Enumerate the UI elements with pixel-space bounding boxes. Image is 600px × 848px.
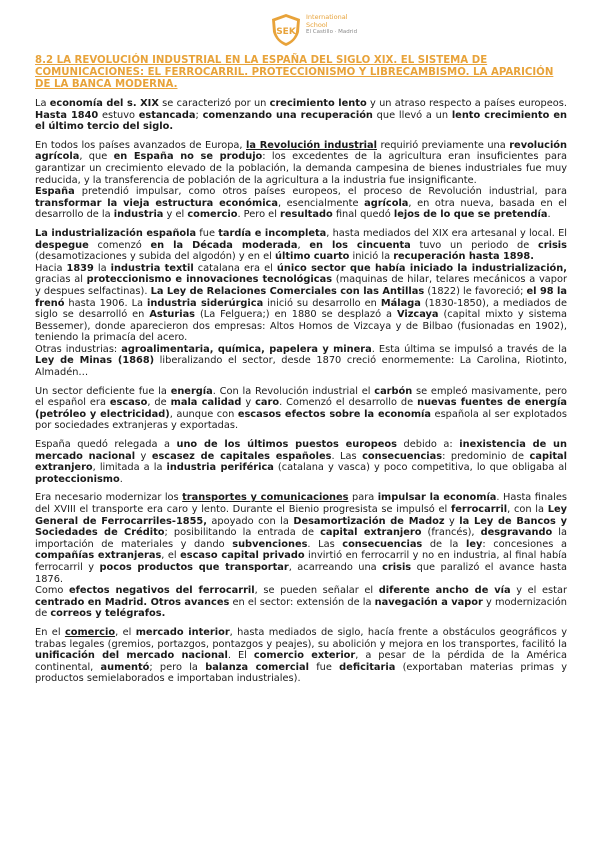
text-run: requirió previamente una [377, 139, 510, 151]
bold-term: caro [255, 397, 280, 409]
bold-term: centrado en Madrid. Otros avances [35, 596, 230, 608]
text-run: . [119, 473, 123, 485]
text-run: , el [161, 550, 181, 562]
text-run: tuvo un periodo de [410, 239, 538, 251]
bold-term: estancada [138, 109, 196, 121]
bold-term: el 98 la frenó [35, 285, 567, 309]
bold-term: carbón [374, 385, 413, 397]
bold-term: 1839 [66, 262, 94, 274]
text-run: La [35, 98, 50, 109]
text-run: , de [147, 397, 171, 409]
text-run: inició la [349, 251, 394, 263]
text-run: y el estar [510, 585, 567, 597]
logo-name-line1: International [306, 13, 348, 21]
bold-term: transformar la vieja estructura económica [35, 197, 278, 209]
bold-term: crisis [382, 561, 412, 573]
page-title: 8.2 LA REVOLUCIÓN INDUSTRIAL EN LA ESPAÑA DEL SIGLO XIX. EL SISTEMA DE COMUNICACIONES: EL FERROCARRIL. PROTECCIONISMO Y LIBRECAMBISMO. LA APARICIÓN DE LA BANCA MODERNA. [35, 55, 554, 90]
text-run: ; posibilitando la entrada de [164, 527, 321, 539]
text-run: (desamotizaciones y subida del algodón) y en el [35, 251, 275, 263]
bold-term: impulsar la economía [377, 492, 497, 504]
text-run: catalana era el [193, 262, 277, 274]
bold-term: consecuencias [342, 538, 423, 550]
text-run: , hasta mediados de siglo, hacía frente a obstáculos geográficos y trabas legales (gremios, portazgos, pontazgos y peajes), su abolición y mejora en los transportes, facilitó la [35, 626, 568, 650]
bold-term: proteccionismo [35, 473, 120, 485]
bold-term: Málaga [380, 297, 421, 309]
bold-term: la Ley de Bancos y Sociedades de Crédito [35, 515, 567, 539]
text-run: gracias al [35, 274, 87, 286]
text-run: . Con la Revolución industrial el [212, 385, 375, 397]
text-run: y [135, 450, 152, 462]
bold-term: crecimiento lento [269, 98, 367, 109]
bold-term: recuperación hasta 1898. [393, 251, 534, 263]
text-run: (1830-1850), a mediados de siglo se desarrolló en [35, 297, 567, 321]
bold-term: correos y telégrafos. [50, 608, 166, 620]
bold-term: agroalimentaria, química, papelera y minera [121, 343, 372, 355]
school-logo [268, 12, 358, 52]
shield-icon [268, 12, 304, 48]
text-run: hasta 1906. La [64, 297, 148, 309]
bold-term: en la Década moderada [150, 239, 298, 251]
bold-term: Hasta 1840 [35, 109, 99, 121]
paragraph [35, 585, 567, 620]
text-run: que paralizó el avance hasta 1876. [35, 561, 567, 585]
paragraph [35, 439, 567, 485]
bold-term: crisis [537, 239, 567, 251]
text-run: final quedó [332, 209, 394, 221]
text-run: de la [422, 538, 466, 550]
text-run: estuvo [98, 109, 139, 121]
text-run: . Pero el [237, 209, 281, 221]
bold-term: en los cincuenta [309, 239, 411, 251]
text-run: invirtió en ferrocarril y no en industria, al final había ferrocarril y [35, 550, 567, 573]
text-run: , aunque con [169, 408, 238, 420]
text-run: , a pesar de la pérdida de la América continental, [35, 650, 567, 673]
text-run: (francés), [421, 527, 481, 539]
paragraph [35, 386, 567, 432]
bold-term: pocos productos que transportar [99, 561, 289, 573]
underlined-term: transportes y comunicaciones [182, 492, 349, 504]
bold-term: Desamortización de Madoz [293, 515, 445, 527]
bold-term: consecuencias [362, 450, 443, 462]
paragraph [35, 228, 567, 263]
text-run: Era necesario modernizar los [35, 492, 183, 504]
text-run: , se pueden señalar el [254, 585, 379, 597]
bold-term: La Ley de Relaciones Comerciales con las Antillas [150, 285, 425, 297]
bold-term: unificación del mercado nacional [35, 650, 228, 662]
bold-term: nuevas fuentes de energía (petróleo y electricidad) [35, 397, 567, 420]
text-run: Un sector deficiente fue la [35, 385, 171, 397]
text-run: en el sector: extensión de la [229, 596, 375, 608]
bold-term: desgravando [480, 527, 553, 539]
bold-term: compañías extranjeras [35, 550, 162, 562]
bold-term: capital extranjero [320, 527, 422, 539]
bold-term: aumentó [100, 661, 150, 673]
text-run: (La Felguera;) en 1880 se desplazó a [195, 309, 397, 321]
bold-term: Vizcaya [396, 309, 439, 321]
text-run: , con la [507, 504, 548, 515]
text-run: : predominio de [442, 450, 530, 462]
text-run: y [444, 515, 460, 527]
bold-term: diferente ancho de vía [378, 585, 511, 597]
text-run: . Las [331, 450, 363, 462]
text-run: y modernización de [35, 596, 568, 620]
text-run: la [93, 262, 111, 274]
text-run: . Hasta finales del XVIII el transporte era caro y lento. Durante el Bienio progresista se impulsó el [35, 492, 568, 515]
bold-term: agrícola [364, 197, 409, 209]
text-run: , esencialmente [277, 197, 365, 209]
bold-term: proteccionismo e innovaciones tecnológicas [86, 274, 333, 286]
logo-wordmark [306, 14, 366, 37]
underlined-term: comercio [64, 626, 116, 638]
paragraph [35, 263, 567, 344]
text-run: pretendió impulsar, como otros países europeos, el proceso de Revolución industrial, para [74, 186, 567, 198]
text-run: , limitada a la [92, 462, 167, 474]
text-run: En el [35, 626, 65, 638]
text-run: , [297, 239, 310, 251]
text-run: (maquinas de hilar, telares mecánicos a vapor y despues selfactinas). [35, 274, 567, 297]
text-run: para [348, 492, 378, 504]
text-run: Hacia [35, 262, 67, 274]
text-run: . Comenzó el desarrollo de [279, 397, 418, 409]
bold-term: comenzando una recuperación [202, 109, 373, 121]
bold-term: inexistencia de un mercado nacional [35, 439, 568, 462]
paragraph [35, 344, 567, 379]
text-run: inició su desarrollo en [263, 297, 381, 309]
text-run: , que [79, 151, 114, 163]
text-run: se empleó masivamente, pero el español era [35, 385, 567, 409]
text-run: , acarreando una [288, 561, 383, 573]
text-run: Otras industrias: [35, 343, 122, 355]
text-run: fue [196, 227, 219, 239]
bold-term: comercio [187, 209, 238, 221]
bold-term: único sector que había iniciado la industrialización, [276, 262, 567, 274]
text-run: . Las [307, 538, 343, 550]
bold-term: Asturias [149, 309, 196, 321]
bold-term: ley [465, 538, 483, 550]
bold-term: subvenciones [232, 538, 308, 550]
bold-term: lento crecimiento en el último tercio del siglo. [35, 109, 567, 133]
text-run: y [241, 397, 256, 409]
bold-term: navegación a vapor [374, 596, 483, 608]
bold-term: energía [170, 385, 213, 397]
bold-term: comercio exterior [253, 650, 356, 662]
logo-name-line2: School [306, 20, 328, 29]
text-run: , en otra nueva, basada en el desarrollo de la [35, 197, 567, 221]
bold-term: La industrialización española [35, 227, 197, 239]
text-run: : los excedentes de la agricultura eran insuficientes para garantizar un crecimiento elevado de la población, la demanda campesina de bienes industriales fue muy reducida, y la transferencia de población de la agricultura a la industria fue insignificante. [35, 151, 568, 186]
bold-term: Ley de Minas (1868) [35, 355, 155, 367]
text-run: : concesiones a [482, 538, 567, 550]
bold-term: uno de los últimos puestos europeos [176, 439, 397, 451]
text-run: la importación de materiales y dando [35, 527, 568, 550]
text-run: (exportaban materias primas y productos semielaborados e importaban industriales). [35, 661, 568, 685]
text-run: española al ser explotados por sociedades extranjeras y exportadas. [35, 408, 567, 432]
bold-term: ferrocarril [451, 504, 508, 515]
logo-location: El Castillo · Madrid [306, 29, 358, 35]
text-run: ; pero la [149, 661, 206, 673]
bold-term: capital extranjero [35, 450, 567, 474]
bold-term: deficitaria [339, 661, 396, 673]
text-run: Como [35, 585, 69, 597]
text-run: . [547, 209, 551, 221]
bold-term: industria textil [110, 262, 194, 274]
text-run: . Esta última se impulsó a través de la [371, 343, 567, 355]
bold-term: escaso capital privado [180, 550, 305, 562]
paragraph [35, 186, 567, 221]
bold-term: economía del s. XIX [49, 98, 159, 109]
logo-badge: SEK [276, 27, 296, 37]
paragraph [35, 492, 567, 585]
text-run: que llevó a un [372, 109, 452, 121]
bold-term: escasos efectos sobre la economía [237, 408, 432, 420]
text-run: apoyado con la [206, 515, 294, 527]
bold-term: industria periférica [166, 462, 274, 474]
bold-term: revolución agrícola [35, 139, 568, 163]
text-run: (1822) le favoreció; [424, 285, 527, 297]
bold-term: balanza comercial [205, 661, 309, 673]
text-run: liberalizando el sector, desde 1870 creció enormemente: La Carolina, Riotinto, Almadén… [35, 355, 567, 379]
bold-term: escasez de capitales españoles [151, 450, 332, 462]
bold-term: lejos de lo que se pretendía [393, 209, 548, 221]
text-run: debido a: [397, 439, 460, 451]
text-run: ; [195, 109, 203, 121]
document-body [35, 98, 567, 685]
text-run: , el [115, 626, 136, 638]
text-run: España quedó relegada a [35, 439, 177, 451]
bold-term: industria siderúrgica [147, 297, 264, 309]
text-run: y el [163, 209, 188, 221]
paragraph [35, 140, 567, 186]
bold-term: España [35, 186, 75, 198]
bold-term: mercado interior [135, 626, 230, 638]
bold-term: resultado [280, 209, 333, 221]
bold-term: tardía e incompleta [218, 227, 327, 239]
bold-term: último cuarto [275, 251, 350, 263]
bold-term: despegue [35, 239, 89, 251]
bold-term: efectos negativos del ferrocarril [68, 585, 255, 597]
text-run: (catalana y vasca) y poco competitiva, lo que obligaba al [273, 462, 567, 474]
text-run: comenzó [88, 239, 151, 251]
text-run: se caracterizó por un [158, 98, 270, 109]
bold-term: escaso [109, 397, 148, 409]
bold-term: industria [113, 209, 164, 221]
text-run: En todos los países avanzados de Europa, [35, 139, 247, 151]
bold-term: mala calidad [170, 397, 242, 409]
text-run: fue [308, 661, 340, 673]
bold-term: en España no se produjo [113, 151, 263, 163]
text-run: (capital mixto y sistema Bessemer), donde aparecieron dos empresas: Altos Homos de Vizcaya y de Bilbao (fusionadas en 1902), teniendo la primacía del acero. [35, 309, 568, 344]
underlined-term: la Revolución industrial [246, 139, 377, 151]
text-run: , hasta mediados del XIX era artesanal y local. El [326, 227, 567, 239]
text-run: . El [227, 650, 254, 662]
bold-term: Ley General de Ferrocarriles-1855, [35, 504, 567, 527]
text-run: y un atraso respecto a países europeos. [366, 98, 567, 109]
paragraph [35, 98, 567, 133]
paragraph [35, 627, 567, 685]
